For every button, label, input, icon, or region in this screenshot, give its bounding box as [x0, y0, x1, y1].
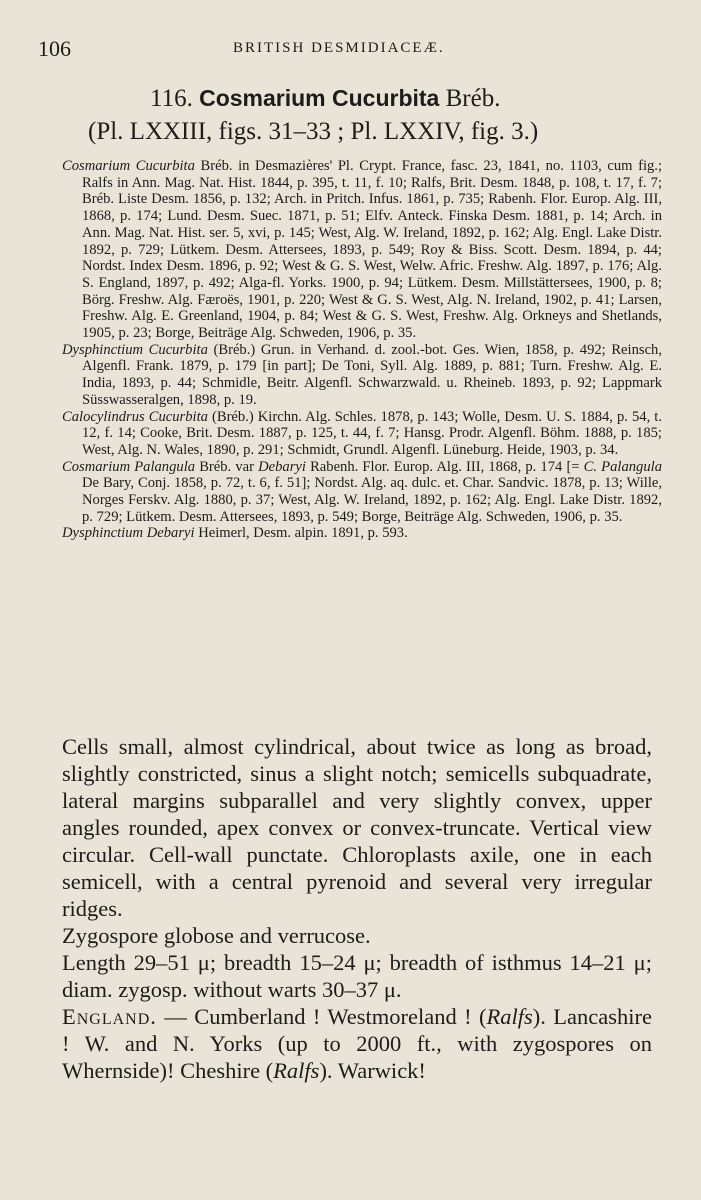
- distribution-text: — Cumberland ! Westmoreland ! (: [156, 1004, 487, 1029]
- synonym-citations: (Bréb.) Kirchn. Alg. Schles. 1878, p. 143; Wolle, Desm. U. S. 1884, p. 54, t. 12, f. 14; Cooke, Brit. Desm. 1887, p. 125, t. 44, f. 7; Hansg. Prodr. Algenfl. Böhm. 1888, p. 185; West, Alg. N. Wales, 1890, p. 291; Schmidt, Grundl. Algenfl. Lüneburg. Heide, 1903, p. 34.: [82, 408, 662, 458]
- variety-name: Debaryi: [258, 458, 306, 475]
- distribution-region: England.: [62, 1004, 157, 1029]
- synonym-name: Dysphinctium Cucurbita: [62, 341, 208, 358]
- synonym-entry: [62, 459, 662, 526]
- synonym-entry: [62, 525, 662, 542]
- page-number: 106: [38, 36, 71, 61]
- synonym-entry: [62, 158, 662, 342]
- synonym-entry: [62, 409, 662, 459]
- synonym-citations: (Bréb.) Grun. in Verhand. d. zool.-bot. Ges. Wien, 1858, p. 492; Reinsch, Algenfl. Frank. 1879, p. 179 [in part]; De Toni, Syll. Alg. 1889, p. 881; Turn. Freshw. Alg. E. India, 1893, p. 44; Schmidle, Beitr. Algenfl. Schwarzwald. u. Rheineb. 1893, p. 92; Lappmark Süsswasseralgen, 1898, p. 19.: [82, 341, 662, 408]
- synonym-citations: Heimerl, Desm. alpin. 1891, p. 593.: [194, 525, 408, 542]
- synonym-name: Dysphinctium Debaryi: [62, 525, 195, 542]
- description-measurements: Length 29–51 μ; breadth 15–24 μ; breadth of isthmus 14–21 μ; diam. zygosp. without warts 30–37 μ.: [62, 950, 652, 1002]
- plate-references: (Pl. LXXIII, figs. 31–33 ; Pl. LXXIV, fig. 3.): [88, 118, 539, 145]
- running-head: BRITISH DESMIDIACEÆ.: [233, 40, 445, 56]
- synonym-citations: Bréb. in Desmazières' Pl. Crypt. France, fasc. 23, 1841, no. 1103, cum fig.; Ralfs in Ann. Mag. Nat. Hist. 1844, p. 395, t. 11, f. 10; Ralfs, Brit. Desm. 1848, p. 108, t. 17, f. 7; Bréb. Liste Desm. 1856, p. 132; Arch. in Pritch. Infus. 1861, p. 735; Rabenh. Flor. Europ. Alg. III, 1868, p. 174; Lund. Desm. Suec. 1871, p. 51; Elfv. Anteck. Finska Desm. 1881, p. 14; Arch. in Ann. Mag. Nat. Hist. ser. 5, xvi, p. 145; West, Alg. W. Ireland, 1892, p. 162; Alg. Engl. Lake Distr. 1892, p. 729; Lütkem. Desm. Attersees, 1893, p. 549; Roy & Biss. Scott. Desm. 1894, p. 44; Nordst. Index Desm. 1896, p. 92; West & G. S. West, Welw. Afric. Freshw. Alg. 1897, p. 176; Alg. S. England, 1897, p. 492; Alga-fl. Yorks. 1900, p. 94; Lütkem. Desm. Millstättersees, 1900, p. 8; Börg. Freshw. Alg. Færoës, 1901, p. 220; West & G. S. West, Alg. N. Ireland, 1902, p. 41; Larsen, Freshw. Alg. E. Greenland, 1904, p. 84; West & G. S. West, Freshw. Alg. Orkneys and Shetlands, 1905, p. 23; Borge, Beiträge Alg. Schweden, 1906, p. 35.: [82, 158, 663, 342]
- description: [62, 733, 652, 1084]
- synonym-citations: De Bary, Conj. 1858, p. 72, t. 6, f. 51]; Nordst. Alg. aq. dulc. et. Char. Sandvic. 1878, p. 13; Wille, Norges Ferskv. Alg. 1880, p. 37; West, Alg. W. Ireland, 1892, p. 162; Alg. Engl. Lake Distr. 1892, p. 729; Lütkem. Desm. Attersees, 1893, p. 549; Borge, Beiträge Alg. Schweden, 1906, p. 35.: [82, 475, 662, 525]
- synonym-name: C. Palangula: [583, 458, 662, 475]
- species-number: 116.: [150, 85, 193, 112]
- distribution-text: ). Warwick!: [319, 1058, 426, 1083]
- synonym-name: Cosmarium Palangula: [62, 458, 196, 475]
- synonym-citations: Rabenh. Flor. Europ. Alg. III, 1868, p. 174 [=: [305, 458, 584, 475]
- distribution: [62, 1003, 652, 1084]
- synonymy: [62, 158, 662, 542]
- collector-name: Ralfs: [486, 1004, 533, 1029]
- synonym-name: Calocylindrus Cucurbita: [62, 408, 208, 425]
- synonym-entry: [62, 342, 662, 409]
- page-header: [38, 36, 658, 64]
- collector-name: Ralfs: [273, 1058, 320, 1083]
- synonym-name: Cosmarium Cucurbita: [62, 158, 195, 174]
- species-name: Cosmarium Cucurbita: [199, 85, 440, 111]
- description-cells: Cells small, almost cylindrical, about twice as long as broad, slightly constricted, sinus a slight notch; semicells subquadrate, lateral margins subparallel and very slightly convex, upper angles rounded, apex convex or convex-truncate. Vertical view circular. Cell-wall punctate. Chloroplasts axile, one in each semicell, with a central pyrenoid and several very irregular ridges.: [62, 734, 652, 921]
- distribution-text: ). Lancashire ! W. and N. Yorks (up to 2000 ft., with zygospores on Whernside)! Cheshire (: [62, 1004, 652, 1083]
- synonym-citations: Bréb. var: [195, 458, 259, 475]
- description-zygospore: Zygospore globose and verrucose.: [62, 923, 371, 948]
- species-title: [150, 85, 500, 113]
- species-author: Bréb.: [445, 85, 501, 112]
